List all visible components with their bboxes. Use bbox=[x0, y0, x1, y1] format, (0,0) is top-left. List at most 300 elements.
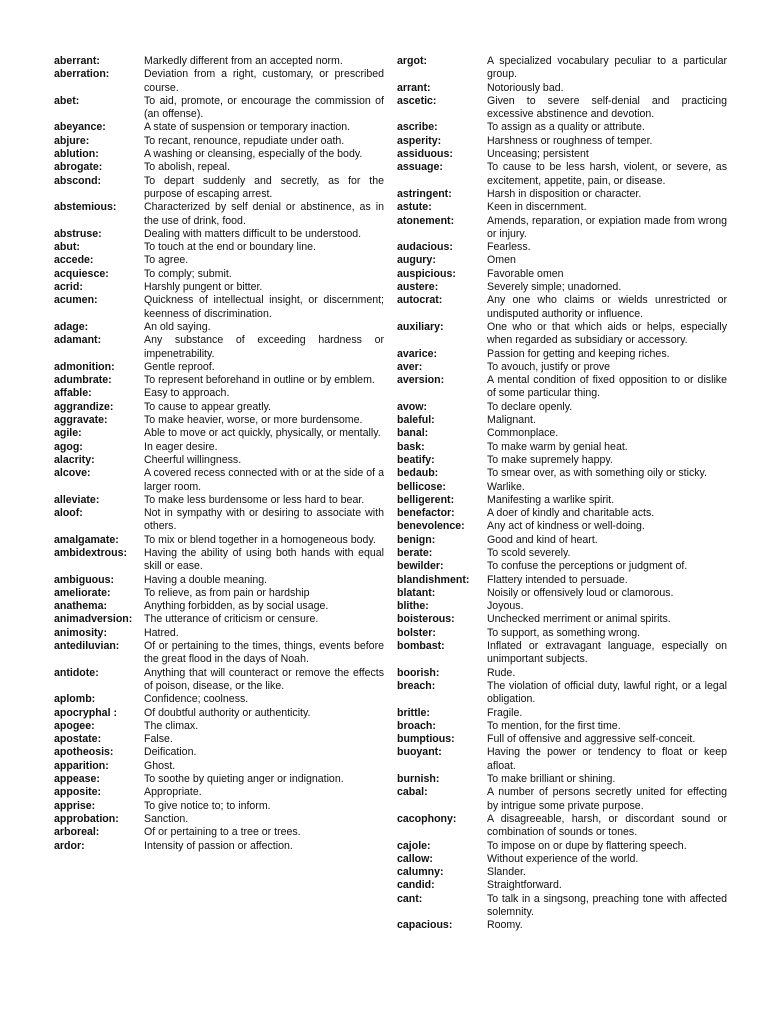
glossary-entry bbox=[54, 760, 384, 773]
entry-definition: A specialized vocabulary peculiar to a particular group. bbox=[487, 55, 727, 81]
glossary-entry bbox=[54, 254, 384, 267]
entry-term: apotheosis: bbox=[54, 746, 114, 759]
entry-term: aplomb: bbox=[54, 693, 96, 706]
glossary-entry bbox=[397, 587, 727, 600]
glossary-entry bbox=[397, 254, 727, 267]
glossary-entry bbox=[54, 494, 384, 507]
glossary-entry bbox=[54, 840, 384, 853]
entry-definition: To make heavier, worse, or more burdensome. bbox=[144, 414, 363, 427]
entry-term: ascetic: bbox=[397, 94, 437, 107]
entry-term: ablution: bbox=[54, 148, 99, 161]
glossary-entry bbox=[54, 773, 384, 786]
entry-term: benign: bbox=[397, 533, 436, 546]
entry-term: augury: bbox=[397, 254, 436, 267]
entry-term: abet: bbox=[54, 94, 80, 107]
entry-term: anathema: bbox=[54, 600, 107, 613]
entry-term: austere: bbox=[397, 281, 439, 294]
entry-definition: Quickness of intellectual insight, or discernment; keenness of discrimination. bbox=[144, 294, 384, 320]
entry-definition: Of or pertaining to a tree or trees. bbox=[144, 826, 301, 839]
entry-term: affable: bbox=[54, 387, 92, 400]
entry-term: acquiesce: bbox=[54, 267, 109, 280]
entry-definition: A washing or cleansing, especially of the body. bbox=[144, 148, 363, 161]
entry-term: aggrandize: bbox=[54, 400, 114, 413]
entry-definition: To assign as a quality or attribute. bbox=[487, 121, 645, 134]
entry-definition: To make warm by genial heat. bbox=[487, 440, 628, 453]
entry-definition: To confuse the perceptions or judgment of. bbox=[487, 560, 688, 573]
glossary-entry bbox=[54, 294, 384, 321]
entry-term: breach: bbox=[397, 679, 436, 692]
glossary-entry bbox=[54, 374, 384, 387]
glossary-entry bbox=[397, 215, 727, 242]
glossary-entry bbox=[397, 201, 727, 214]
glossary-entry bbox=[397, 733, 727, 746]
entry-term: ambidextrous: bbox=[54, 546, 127, 559]
entry-definition: To mix or blend together in a homogeneous body. bbox=[144, 533, 376, 546]
glossary-entry bbox=[397, 680, 727, 707]
entry-definition: Notoriously bad. bbox=[487, 81, 564, 94]
entry-definition: Deification. bbox=[144, 746, 197, 759]
entry-term: appease: bbox=[54, 773, 100, 786]
entry-term: auspicious: bbox=[397, 267, 456, 280]
entry-definition: To give notice to; to inform. bbox=[144, 799, 271, 812]
entry-term: benevolence: bbox=[397, 520, 465, 533]
entry-definition: Severely simple; unadorned. bbox=[487, 281, 622, 294]
entry-term: acumen: bbox=[54, 294, 98, 307]
entry-term: aberrant: bbox=[54, 55, 100, 67]
glossary-entry bbox=[397, 893, 727, 920]
glossary-entry bbox=[397, 720, 727, 733]
entry-definition: To comply; submit. bbox=[144, 267, 232, 280]
entry-definition: A doer of kindly and charitable acts. bbox=[487, 507, 655, 520]
glossary-entry bbox=[397, 627, 727, 640]
entry-term: broach: bbox=[397, 719, 436, 732]
entry-definition: Ghost. bbox=[144, 759, 176, 772]
entry-definition: Harshness or roughness of temper. bbox=[487, 134, 653, 147]
glossary-entry bbox=[397, 547, 727, 560]
entry-definition: Noisily or offensively loud or clamorous. bbox=[487, 586, 674, 599]
glossary-entry bbox=[54, 321, 384, 334]
entry-term: abscond: bbox=[54, 174, 102, 187]
entry-term: apparition: bbox=[54, 759, 109, 772]
glossary-entry bbox=[54, 228, 384, 241]
entry-term: ardor: bbox=[54, 839, 85, 852]
glossary-entry bbox=[54, 401, 384, 414]
entry-term: calumny: bbox=[397, 866, 444, 879]
entry-term: bumptious: bbox=[397, 733, 455, 746]
entry-definition: To impose on or dupe by flattering speech. bbox=[487, 839, 687, 852]
entry-definition: Markedly different from an accepted norm. bbox=[144, 55, 343, 67]
entry-term: bask: bbox=[397, 440, 425, 453]
glossary-entry bbox=[397, 95, 727, 122]
glossary-entry bbox=[397, 361, 727, 374]
glossary-entry bbox=[54, 68, 384, 95]
entry-definition: To aid, promote, or encourage the commission of (an offense). bbox=[144, 94, 384, 121]
glossary-entry bbox=[397, 746, 727, 773]
entry-term: approbation: bbox=[54, 812, 119, 825]
entry-term: apostate: bbox=[54, 733, 102, 746]
glossary-entry bbox=[54, 135, 384, 148]
entry-term: blandishment: bbox=[397, 573, 470, 586]
entry-term: bolster: bbox=[397, 626, 436, 639]
entry-term: cant: bbox=[397, 892, 423, 905]
entry-definition: Of or pertaining to the times, things, events before the great flood in the days of Noah. bbox=[144, 640, 384, 666]
glossary-entry bbox=[54, 720, 384, 733]
entry-term: ameliorate: bbox=[54, 586, 111, 599]
glossary-entry bbox=[54, 427, 384, 440]
entry-term: acrid: bbox=[54, 281, 83, 294]
entry-term: bombast: bbox=[397, 640, 445, 653]
entry-term: boorish: bbox=[397, 666, 440, 679]
glossary-entry bbox=[54, 786, 384, 799]
glossary-entry bbox=[54, 640, 384, 667]
entry-term: assuage: bbox=[397, 161, 443, 174]
entry-definition: To agree. bbox=[144, 254, 189, 267]
entry-term: atonement: bbox=[397, 214, 455, 227]
glossary-entry bbox=[54, 507, 384, 534]
entry-term: adage: bbox=[54, 320, 89, 333]
entry-definition: Able to move or act quickly, physically, or mentally. bbox=[144, 427, 381, 440]
glossary-entry bbox=[397, 640, 727, 667]
entry-term: abut: bbox=[54, 241, 80, 254]
entry-term: blithe: bbox=[397, 600, 429, 613]
entry-term: abstruse: bbox=[54, 227, 102, 240]
entry-definition: To relieve, as from pain or hardship bbox=[144, 586, 310, 599]
entry-term: beatify: bbox=[397, 453, 435, 466]
glossary-entry bbox=[54, 55, 384, 68]
glossary-entry bbox=[54, 241, 384, 254]
glossary-entry bbox=[54, 175, 384, 202]
entry-definition: To make brilliant or shining. bbox=[487, 773, 616, 786]
entry-term: belligerent: bbox=[397, 493, 455, 506]
entry-term: cajole: bbox=[397, 839, 431, 852]
glossary-entry bbox=[397, 786, 727, 813]
glossary-entry bbox=[397, 121, 727, 134]
entry-term: antidote: bbox=[54, 666, 99, 679]
entry-term: animosity: bbox=[54, 626, 107, 639]
glossary-entry bbox=[54, 334, 384, 361]
entry-definition: To declare openly. bbox=[487, 400, 573, 413]
glossary-entry bbox=[397, 401, 727, 414]
entry-definition: Harshly pungent or bitter. bbox=[144, 281, 263, 294]
entry-definition: Warlike. bbox=[487, 480, 525, 493]
entry-term: apposite: bbox=[54, 786, 102, 799]
entry-definition: To make less burdensome or less hard to bear. bbox=[144, 493, 365, 506]
glossary-entry bbox=[54, 746, 384, 759]
glossary-entry bbox=[397, 879, 727, 892]
glossary-entry bbox=[397, 773, 727, 786]
entry-term: aloof: bbox=[54, 507, 83, 520]
entry-definition: Of doubtful authority or authenticity. bbox=[144, 706, 311, 719]
entry-definition: Any one who claims or wields unrestricted or undisputed authority or influence. bbox=[487, 294, 727, 320]
entry-definition: Appropriate. bbox=[144, 786, 202, 799]
entry-definition: Anything forbidden, as by social usage. bbox=[144, 600, 329, 613]
glossary-entry bbox=[397, 866, 727, 879]
entry-definition: Roomy. bbox=[487, 919, 523, 932]
glossary-entry bbox=[397, 374, 727, 401]
glossary-entry bbox=[54, 148, 384, 161]
entry-definition: Keen in discernment. bbox=[487, 201, 587, 214]
entry-definition: Dealing with matters difficult to be understood. bbox=[144, 227, 362, 240]
entry-definition: Without experience of the world. bbox=[487, 852, 639, 865]
entry-definition: Confidence; coolness. bbox=[144, 693, 249, 706]
entry-term: aggravate: bbox=[54, 414, 108, 427]
glossary-entry bbox=[397, 613, 727, 626]
entry-definition: Sanction. bbox=[144, 812, 189, 825]
entry-term: alacrity: bbox=[54, 453, 95, 466]
glossary-entry bbox=[397, 161, 727, 188]
entry-term: callow: bbox=[397, 852, 433, 865]
entry-definition: Intensity of passion or affection. bbox=[144, 839, 293, 852]
glossary-entry bbox=[54, 361, 384, 374]
entry-definition: Passion for getting and keeping riches. bbox=[487, 347, 670, 360]
glossary-entry bbox=[54, 534, 384, 547]
entry-term: antediluvian: bbox=[54, 640, 120, 653]
entry-definition: Any substance of exceeding hardness or impenetrability. bbox=[144, 334, 384, 360]
entry-definition: Amends, reparation, or expiation made from wrong or injury. bbox=[487, 214, 727, 240]
entry-term: abjure: bbox=[54, 134, 90, 147]
entry-term: astute: bbox=[397, 201, 432, 214]
entry-definition: Not in sympathy with or desiring to associate with others. bbox=[144, 507, 384, 533]
glossary-entry bbox=[54, 467, 384, 494]
entry-definition: To avouch, justify or prove bbox=[487, 360, 611, 373]
entry-definition: Having the power or tendency to float or keep afloat. bbox=[487, 746, 727, 772]
entry-definition: An old saying. bbox=[144, 320, 211, 333]
entry-term: baleful: bbox=[397, 414, 435, 427]
entry-definition: Rude. bbox=[487, 666, 516, 679]
glossary-column-left bbox=[54, 55, 384, 853]
entry-term: arrant: bbox=[397, 81, 431, 94]
entry-term: alleviate: bbox=[54, 493, 100, 506]
entry-definition: Given to severe self-denial and practicing excessive abstinence and devotion. bbox=[487, 94, 727, 121]
entry-definition: Hatred. bbox=[144, 626, 179, 639]
glossary-entry bbox=[397, 82, 727, 95]
entry-term: burnish: bbox=[397, 773, 440, 786]
glossary-entry bbox=[397, 813, 727, 840]
entry-term: assiduous: bbox=[397, 148, 453, 161]
entry-definition: A mental condition of fixed opposition to or dislike of some particular thing. bbox=[487, 374, 727, 400]
entry-definition: To recant, renounce, repudiate under oath. bbox=[144, 134, 345, 147]
glossary-entry bbox=[397, 574, 727, 587]
entry-term: cacophony: bbox=[397, 812, 457, 825]
glossary-entry bbox=[54, 414, 384, 427]
glossary-entry bbox=[397, 348, 727, 361]
entry-definition: One who or that which aids or helps, especially when regarded as subsidiary or accessory. bbox=[487, 320, 727, 347]
entry-term: autocrat: bbox=[397, 294, 443, 307]
glossary-entry bbox=[397, 241, 727, 254]
entry-definition: To represent beforehand in outline or by emblem. bbox=[144, 374, 375, 387]
entry-term: apocryphal : bbox=[54, 706, 117, 719]
glossary-entry bbox=[54, 547, 384, 574]
entry-definition: Flattery intended to persuade. bbox=[487, 573, 628, 586]
entry-term: buoyant: bbox=[397, 746, 442, 759]
glossary-entry bbox=[54, 800, 384, 813]
glossary-entry bbox=[397, 560, 727, 573]
entry-definition: Cheerful willingness. bbox=[144, 453, 242, 466]
entry-term: animadversion: bbox=[54, 613, 133, 626]
entry-term: asperity: bbox=[397, 134, 442, 147]
entry-definition: To support, as something wrong. bbox=[487, 626, 641, 639]
entry-term: abeyance: bbox=[54, 121, 106, 134]
entry-definition: To touch at the end or boundary line. bbox=[144, 241, 316, 254]
entry-term: agile: bbox=[54, 427, 82, 440]
glossary-entry bbox=[54, 281, 384, 294]
entry-definition: Fragile. bbox=[487, 706, 523, 719]
glossary-entry bbox=[397, 321, 727, 348]
entry-definition: Full of offensive and aggressive self-conceit. bbox=[487, 733, 696, 746]
entry-definition: Having a double meaning. bbox=[144, 573, 268, 586]
entry-term: auxiliary: bbox=[397, 320, 444, 333]
glossary-entry bbox=[54, 826, 384, 839]
entry-definition: Characterized by self denial or abstinence, as in the use of drink, food. bbox=[144, 201, 384, 227]
entry-term: blatant: bbox=[397, 586, 436, 599]
glossary-entry bbox=[397, 667, 727, 680]
glossary-entry bbox=[397, 188, 727, 201]
entry-definition: Unceasing; persistent bbox=[487, 148, 589, 161]
glossary-entry bbox=[54, 161, 384, 174]
glossary-entry bbox=[54, 441, 384, 454]
glossary-entry bbox=[397, 441, 727, 454]
entry-term: bewilder: bbox=[397, 560, 444, 573]
entry-definition: Easy to approach. bbox=[144, 387, 230, 400]
entry-definition: Unchecked merriment or animal spirits. bbox=[487, 613, 671, 626]
entry-definition: Joyous. bbox=[487, 600, 524, 613]
entry-term: capacious: bbox=[397, 919, 453, 932]
entry-term: abrogate: bbox=[54, 161, 103, 174]
entry-definition: Harsh in disposition or character. bbox=[487, 187, 642, 200]
entry-term: bellicose: bbox=[397, 480, 446, 493]
glossary-entry bbox=[54, 201, 384, 228]
entry-definition: A covered recess connected with or at the side of a larger room. bbox=[144, 467, 384, 493]
glossary-entry bbox=[54, 733, 384, 746]
glossary-entry bbox=[54, 627, 384, 640]
entry-term: aberration: bbox=[54, 68, 110, 81]
entry-term: avow: bbox=[397, 400, 428, 413]
glossary-entry bbox=[397, 294, 727, 321]
glossary-entry bbox=[54, 693, 384, 706]
entry-term: accede: bbox=[54, 254, 94, 267]
entry-definition: To make supremely happy. bbox=[487, 453, 613, 466]
glossary-entry bbox=[397, 454, 727, 467]
entry-definition: Straightforward. bbox=[487, 879, 562, 892]
entry-term: berate: bbox=[397, 546, 433, 559]
glossary-entry bbox=[397, 135, 727, 148]
glossary-column-right bbox=[397, 55, 727, 933]
entry-term: candid: bbox=[397, 879, 435, 892]
entry-term: ascribe: bbox=[397, 121, 438, 134]
glossary-entry bbox=[397, 281, 727, 294]
entry-term: bedaub: bbox=[397, 467, 439, 480]
entry-term: adamant: bbox=[54, 334, 102, 347]
glossary-entry bbox=[397, 600, 727, 613]
entry-definition: Manifesting a warlike spirit. bbox=[487, 493, 615, 506]
glossary-entry bbox=[54, 454, 384, 467]
glossary-entry bbox=[397, 55, 727, 82]
entry-term: argot: bbox=[397, 55, 428, 67]
entry-definition: To cause to appear greatly. bbox=[144, 400, 272, 413]
entry-definition: To cause to be less harsh, violent, or severe, as excitement, appetite, pain, or disease. bbox=[487, 161, 727, 187]
entry-definition: To soothe by quieting anger or indignation. bbox=[144, 773, 344, 786]
glossary-entry bbox=[54, 707, 384, 720]
glossary-entry bbox=[54, 387, 384, 400]
glossary-entry bbox=[397, 853, 727, 866]
entry-definition: The violation of official duty, lawful right, or a legal obligation. bbox=[487, 679, 727, 706]
entry-definition: A state of suspension or temporary inaction. bbox=[144, 121, 351, 134]
entry-term: banal: bbox=[397, 427, 429, 440]
entry-definition: Favorable omen bbox=[487, 267, 564, 280]
entry-term: apprise: bbox=[54, 799, 96, 812]
glossary-entry bbox=[397, 520, 727, 533]
glossary-entry bbox=[397, 507, 727, 520]
glossary-entry bbox=[54, 587, 384, 600]
entry-definition: Slander. bbox=[487, 866, 526, 879]
entry-term: admonition: bbox=[54, 360, 115, 373]
entry-definition: In eager desire. bbox=[144, 440, 218, 453]
entry-definition: To depart suddenly and secretly, as for the purpose of escaping arrest. bbox=[144, 174, 384, 200]
glossary-entry bbox=[54, 121, 384, 134]
entry-definition: A number of persons secretly united for effecting by intrigue some private purpose. bbox=[487, 786, 727, 812]
glossary-entry bbox=[54, 574, 384, 587]
entry-definition: To smear over, as with something oily or sticky. bbox=[487, 467, 707, 480]
entry-term: brittle: bbox=[397, 706, 430, 719]
entry-definition: Having the ability of using both hands with equal skill or ease. bbox=[144, 546, 384, 573]
glossary-entry bbox=[397, 840, 727, 853]
glossary-entry bbox=[397, 494, 727, 507]
glossary-entry bbox=[397, 481, 727, 494]
entry-term: audacious: bbox=[397, 241, 453, 254]
glossary-entry bbox=[397, 534, 727, 547]
entry-term: alcove: bbox=[54, 467, 91, 480]
glossary-entry bbox=[54, 95, 384, 122]
glossary-entry bbox=[397, 919, 727, 932]
entry-term: amalgamate: bbox=[54, 533, 119, 546]
entry-term: adumbrate: bbox=[54, 374, 112, 387]
entry-definition: Good and kind of heart. bbox=[487, 533, 598, 546]
glossary-entry bbox=[397, 148, 727, 161]
entry-term: aversion: bbox=[397, 374, 445, 387]
entry-definition: To abolish, repeal. bbox=[144, 161, 230, 174]
entry-definition: False. bbox=[144, 733, 173, 746]
glossary-entry bbox=[54, 667, 384, 694]
entry-term: cabal: bbox=[397, 786, 428, 799]
entry-definition: The utterance of criticism or censure. bbox=[144, 613, 319, 626]
glossary-entry bbox=[54, 613, 384, 626]
entry-definition: Commonplace. bbox=[487, 427, 559, 440]
entry-definition: Gentle reproof. bbox=[144, 360, 215, 373]
entry-term: avarice: bbox=[397, 347, 438, 360]
entry-definition: The climax. bbox=[144, 719, 199, 732]
glossary-entry bbox=[397, 467, 727, 480]
glossary-entry bbox=[54, 600, 384, 613]
entry-term: boisterous: bbox=[397, 613, 455, 626]
entry-term: aver: bbox=[397, 360, 423, 373]
glossary-entry bbox=[397, 707, 727, 720]
entry-term: astringent: bbox=[397, 187, 452, 200]
entry-definition: Inflated or extravagant language, especially on unimportant subjects. bbox=[487, 640, 727, 666]
entry-definition: Omen bbox=[487, 254, 516, 267]
entry-term: benefactor: bbox=[397, 507, 455, 520]
glossary-entry bbox=[54, 813, 384, 826]
entry-definition: To mention, for the first time. bbox=[487, 719, 621, 732]
entry-term: ambiguous: bbox=[54, 573, 115, 586]
entry-definition: Deviation from a right, customary, or prescribed course. bbox=[144, 68, 384, 94]
entry-definition: To talk in a singsong, preaching tone with affected solemnity. bbox=[487, 892, 727, 918]
glossary-entry bbox=[397, 414, 727, 427]
entry-definition: Any act of kindness or well-doing. bbox=[487, 520, 645, 533]
entry-definition: Fearless. bbox=[487, 241, 531, 254]
entry-term: agog: bbox=[54, 440, 83, 453]
entry-definition: A disagreeable, harsh, or discordant sound or combination of sounds or tones. bbox=[487, 812, 727, 839]
entry-term: abstemious: bbox=[54, 201, 117, 214]
